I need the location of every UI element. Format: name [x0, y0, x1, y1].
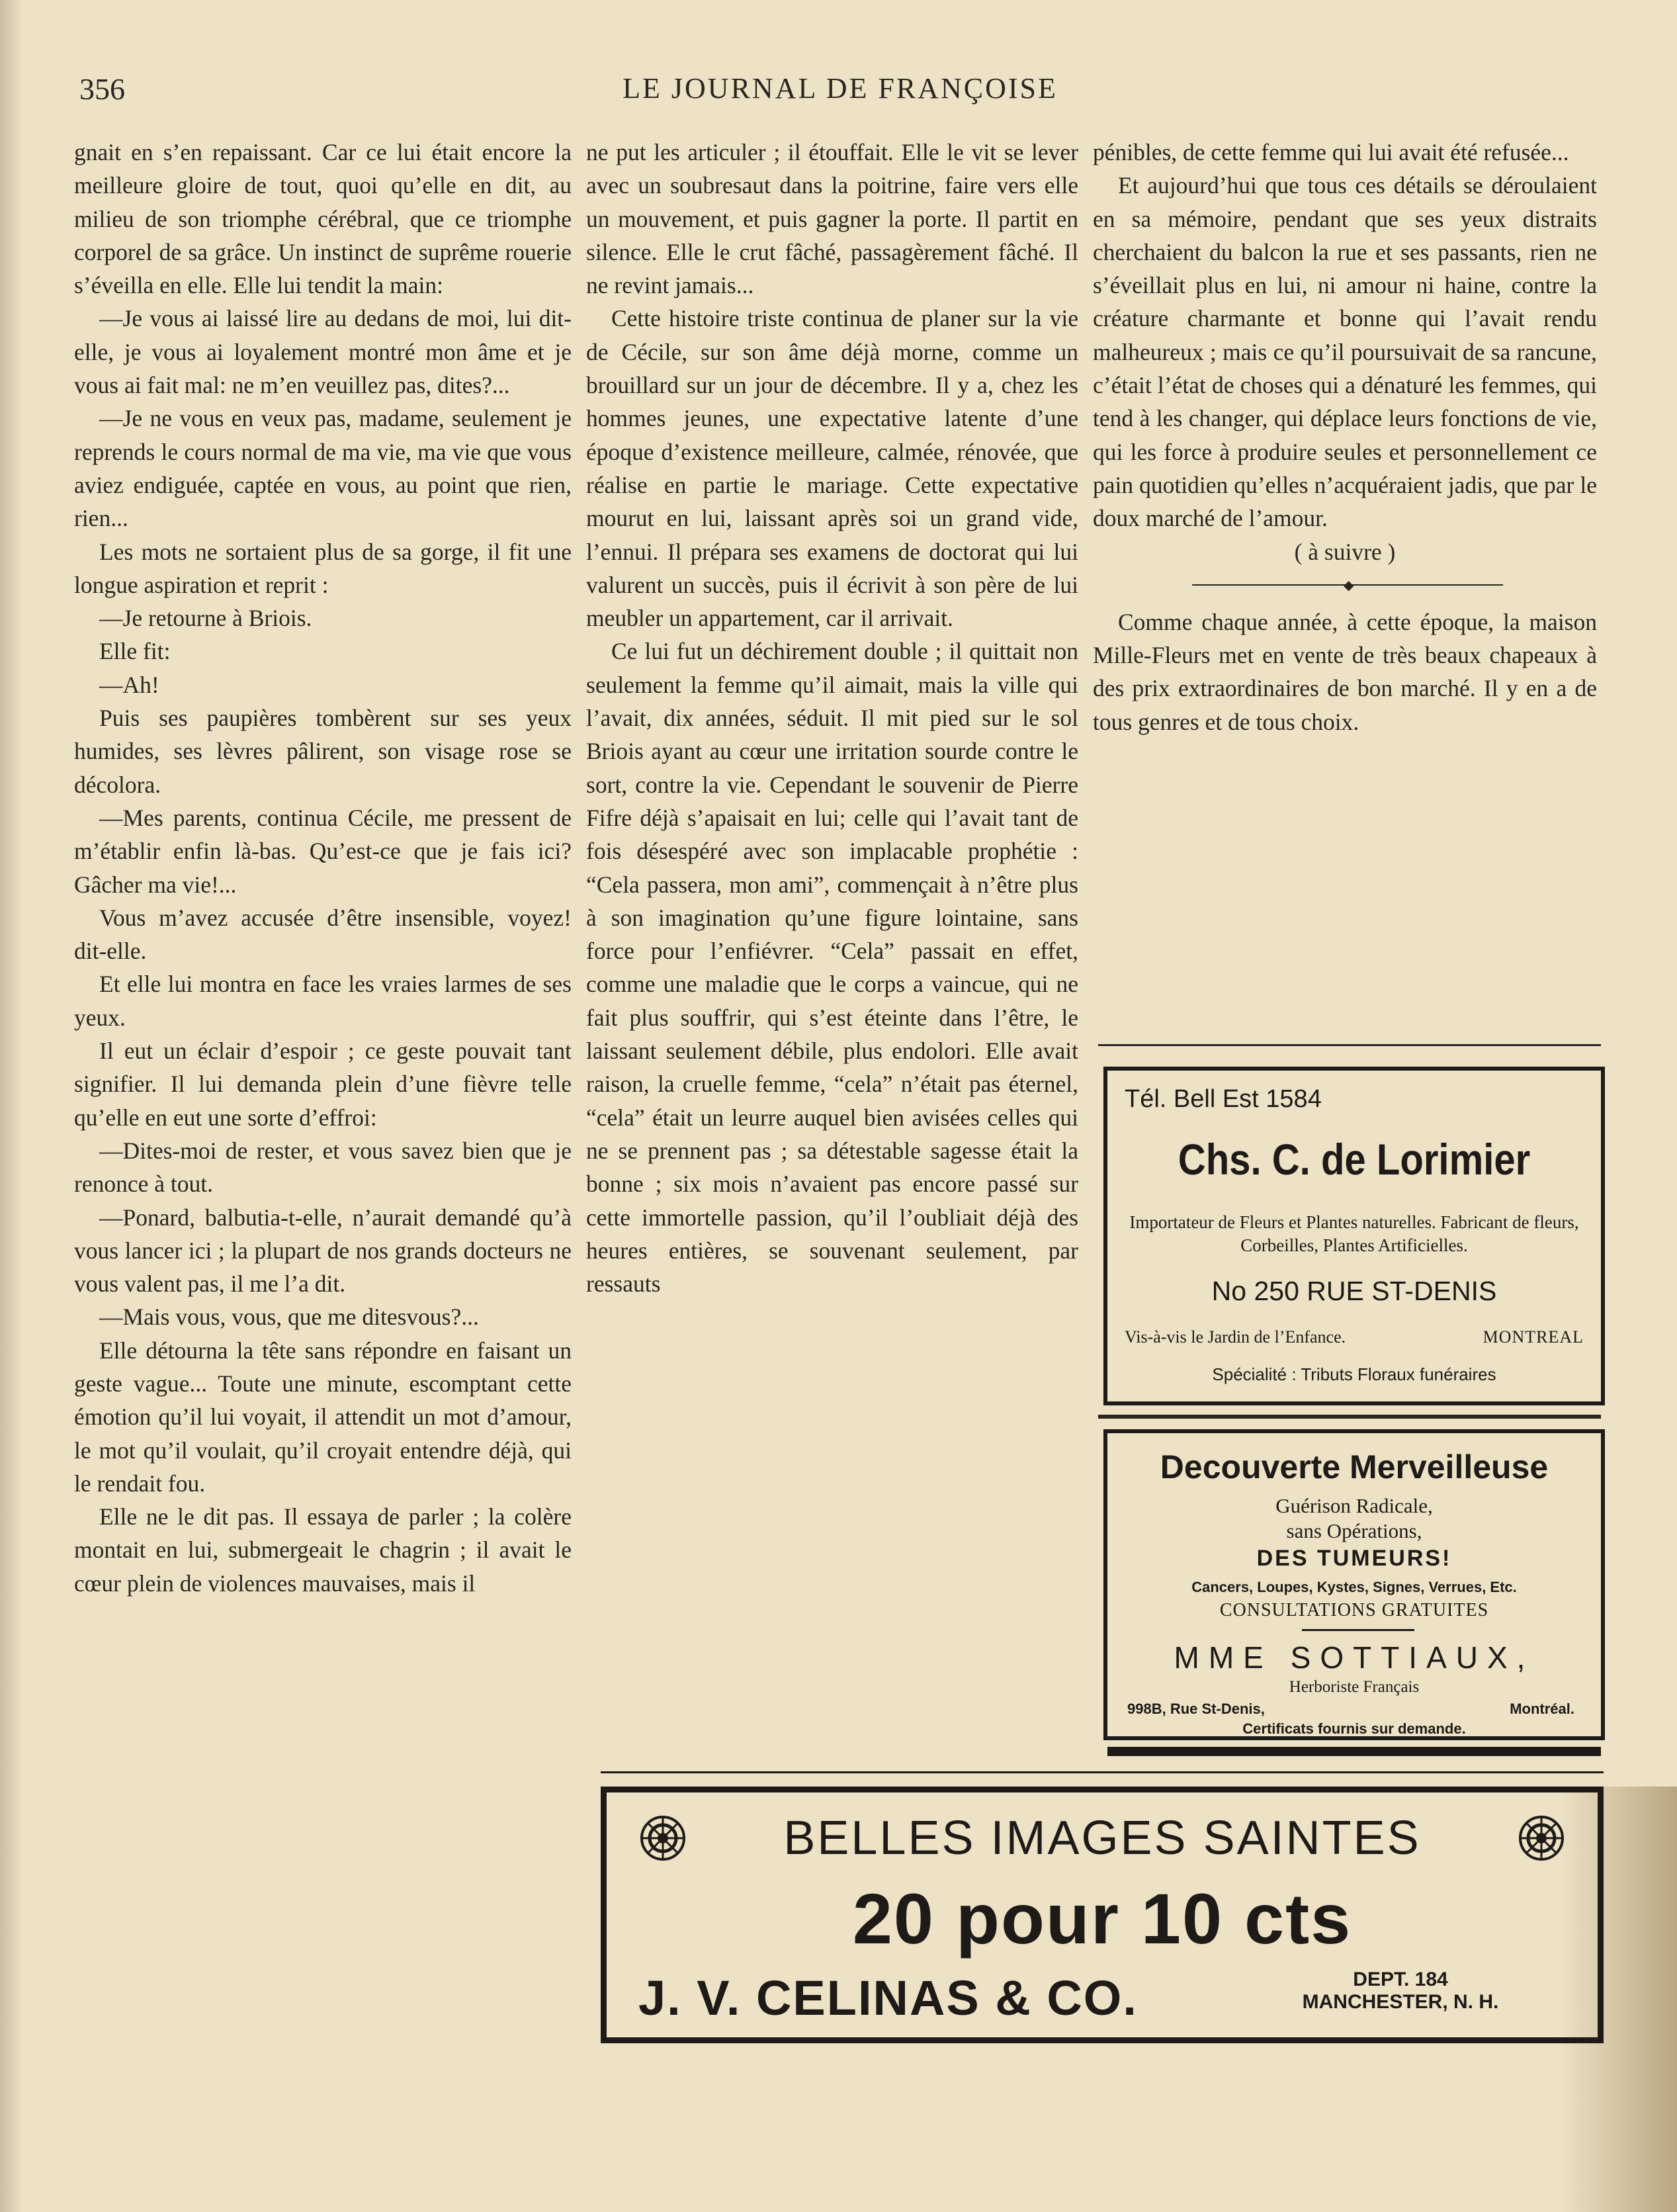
ad-line: Cancers, Loupes, Kystes, Signes, Verrues, Etc. — [1191, 1579, 1517, 1595]
column-rule — [1098, 1044, 1601, 1046]
ad-city-line: MANCHESTER, N. H. — [1302, 1991, 1499, 2013]
ad-line: Guérison Radicale, — [1275, 1494, 1433, 1517]
shop-notice: Comme chaque année, à cette époque, la maison Mille-Fleurs met en vente de très beaux chapeaux à des prix extraordinaires de bon marché. Il y en a de tous genres et de tous choix. — [1093, 608, 1597, 735]
page-binding-edge — [0, 0, 22, 2212]
ad-department — [1262, 1969, 1539, 2013]
paragraph: —Je retourne à Briois. — [99, 605, 312, 632]
page-header — [79, 71, 1601, 111]
text-column-3 — [1093, 136, 1597, 738]
ad-headline: BELLES IMAGES SAINTES — [783, 1812, 1421, 1865]
ad-line: CONSULTATIONS GRATUITES — [1219, 1600, 1489, 1620]
ad-separator — [601, 1771, 1604, 1773]
ad-city: MONTREAL — [1483, 1327, 1584, 1347]
ad-location: Vis-à-vis le Jardin de l’Enfance. — [1125, 1327, 1346, 1347]
paragraph: pénibles, de cette femme qui lui avait été refusée... — [1093, 139, 1569, 165]
paragraph: —Je ne vous en veux pas, madame, seulement je reprends le cours normal de ma vie, ma vie que vous aviez endiguée, captée en vous, au point que rien, rien... — [74, 405, 572, 532]
ad-specialty: Spécialité : Tributs Floraux funéraires — [1212, 1364, 1496, 1384]
paragraph: —Dites-moi de rester, et vous savez bien que je renonce à tout. — [74, 1137, 572, 1198]
ad-line: sans Opérations, — [1286, 1519, 1422, 1542]
paragraph: —Ponard, balbutia-t-elle, n’aurait demandé qu’à vous lancer ici ; la plupart de nos grands docteurs ne vous valent pas, il me l’a dit. — [74, 1204, 572, 1298]
ad-phone: Tél. Bell Est 1584 — [1125, 1085, 1322, 1113]
ad-sottiaux — [1103, 1429, 1605, 1740]
ad-description: Importateur de Fleurs et Plantes naturelles. Fabricant de fleurs, Corbeilles, Plantes Artificielles. — [1129, 1212, 1579, 1255]
ad-proprietor-title: Herboriste Français — [1289, 1678, 1420, 1696]
paragraph: Elle ne le dit pas. Il essaya de parler ; la colère montait en lui, submergeait le chagrin ; il avait le cœur plein de violences mauvaises, mais il — [74, 1503, 572, 1597]
paragraph: ne put les articuler ; il étouffait. Elle le vit se lever avec un soubresaut dans la poitrine, faire vers elle un mouvement, et puis gagner la porte. Il partit en silence. Elle le crut fâché, passagèrement fâché. Il ne revint jamais... — [586, 139, 1078, 299]
paragraph: Il eut un éclair d’espoir ; ce geste pouvait tant signifier. Il lui demanda plein d’une fièvre telle qu’elle en eut une sorte d’effroi: — [74, 1038, 572, 1131]
ad-bottom-band — [1107, 1747, 1601, 1756]
ad-headline: Decouverte Merveilleuse — [1160, 1448, 1549, 1485]
paragraph: Elle fit: — [99, 638, 171, 665]
ad-celinas — [601, 1787, 1604, 2043]
ad-footer: Certificats fournis sur demande. — [1242, 1720, 1466, 1737]
paragraph: —Je vous ai laissé lire au dedans de moi, lui dit-elle, je vous ai loyalement montré mon âme et je vous ai fait mal: ne m’en veuillez pas, dites?... — [74, 305, 572, 399]
to-be-continued: ( à suivre ) — [1294, 538, 1396, 565]
paragraph: Vous m’avez accusée d’être insensible, voyez! dit-elle. — [74, 904, 572, 965]
journal-title: LE JOURNAL DE FRANÇOISE — [623, 72, 1058, 105]
ad-address: No 250 RUE ST-DENIS — [1211, 1276, 1497, 1306]
paragraph: gnait en s’en repaissant. Car ce lui était encore la meilleure gloire de tout, quoi qu’elle en dit, au milieu de son triomphe cérébral, que ce triomphe corporel de sa grâce. Un instinct de suprême rouerie s’éveilla en elle. Elle lui tendit la main: — [74, 139, 572, 299]
paragraph: Cette histoire triste continua de planer sur la vie de Cécile, sur son âme déjà morne, comme un brouillard sur un jour de décembre. Il y a, chez les hommes jeunes, une expectative latente d’une époque d’existence meilleure, calmée, rénovée, que réalise en partie le mariage. Cette expectative mourut en lui, laissant après soi un grand vide, l’ennui. Il prépara ses examens de doctorat qui lui valurent un succès, puis il écrivit à son père de lui meubler un appartement, car il arrivait. — [586, 305, 1078, 632]
paragraph: Et aujourd’hui que tous ces détails se déroulaient en sa mémoire, pendant que ses yeux distraits cherchaient du balcon la rue et ses passants, rien ne s’éveillait plus en lui, ni amour ni haine, contre la créature charmante et bonne qui l’avait rendu malheureux ; mais ce qu’il poursuivait de sa rancune, c’était l’état de choses qui a dénaturé les femmes, qui tend à les changer, qui déplace leurs fonctions de vie, qui les force à produire seules et personnellement ce pain quotidien qu’elles n’acquéraient jadis, que par le doux marché de l’amour. — [1093, 172, 1597, 532]
ad-dept-line: DEPT. 184 — [1353, 1969, 1448, 1990]
ad-divider — [1302, 1629, 1414, 1631]
ad-offer: 20 pour 10 cts — [852, 1879, 1352, 1959]
paragraph: —Mais vous, vous, que me ditesvous?... — [99, 1304, 479, 1331]
paragraph: —Mes parents, continua Cécile, me pressent de m’établir enfin là-bas. Qu’est-ce que je fais ici? Gâcher ma vie!... — [74, 804, 572, 898]
paragraph: —Ah! — [99, 671, 159, 698]
ad-lorimier — [1103, 1067, 1605, 1405]
paragraph: Ce lui fut un déchirement double ; il quittait non seulement la femme qu’il aimait, mais la ville qui l’avait, dix années, séduit. Il mit pied sur le sol Briois ayant au cœur une irritation sourde contre le sort, contre la vie. Cependant le souvenir de Pierre Fifre déjà s’apaisait en lui; celle qui l’avait tant de fois désespéré avec son implacable prophétie : “Cela passera, mon ami”, commençait à n’être plus à son imagination qu’une figure lointaine, sans force pour l’enfiévrer. “Cela” passait en effet, comme une maladie que le corps a vaincue, qui ne fait plus souffrir, qui s’est éteinte dans l’être, le laissant seulement débile, plus endolori. Elle avait raison, la cruelle femme, “cela” n’était pas éternel, “cela” était un leurre auquel bien avisées celles qui ne se prennent pas ; sa détestable sagesse était la bonne ; six mois n’avaient pas encore passé sur cette immortelle passion, qu’il l’oubliait déjà des heures entières, se souvenant seulement, par ressauts — [586, 638, 1078, 1298]
section-divider — [1093, 568, 1597, 601]
ad-business-name: Chs. C. de Lorimier — [1178, 1135, 1531, 1184]
paragraph: Puis ses paupières tombèrent sur ses yeux humides, ses lèvres pâlirent, son visage rose se décolora. — [74, 705, 572, 798]
page-number: 356 — [79, 72, 125, 106]
paragraph: Les mots ne sortaient plus de sa gorge, il fit une longue aspiration et reprit : — [74, 538, 572, 598]
diamond-ornament-icon: ◆ — [1344, 578, 1354, 593]
paragraph: Et elle lui montra en face les vraies larmes de ses yeux. — [74, 971, 572, 1031]
ad-city: Montréal. — [1510, 1701, 1574, 1717]
text-column-1 — [74, 136, 572, 1600]
text-column-2 — [586, 136, 1078, 1300]
ad-address: 998B, Rue St-Denis, — [1127, 1701, 1265, 1717]
ad-line: DES TUMEURS! — [1256, 1546, 1452, 1571]
ad-separator — [1098, 1415, 1601, 1419]
paragraph: Elle détourna la tête sans répondre en faisant un geste vague... Toute une minute, escomptant cette émotion qu’il lui voyait, il attendit un mot d’amour, le mot qu’il voulait, qu’il croyait entendre déjà, qui le rendait fou. — [74, 1337, 572, 1497]
ad-company: J. V. CELINAS & CO. — [638, 1970, 1138, 2025]
ad-proprietor: MME SOTTIAUX, — [1174, 1640, 1535, 1675]
